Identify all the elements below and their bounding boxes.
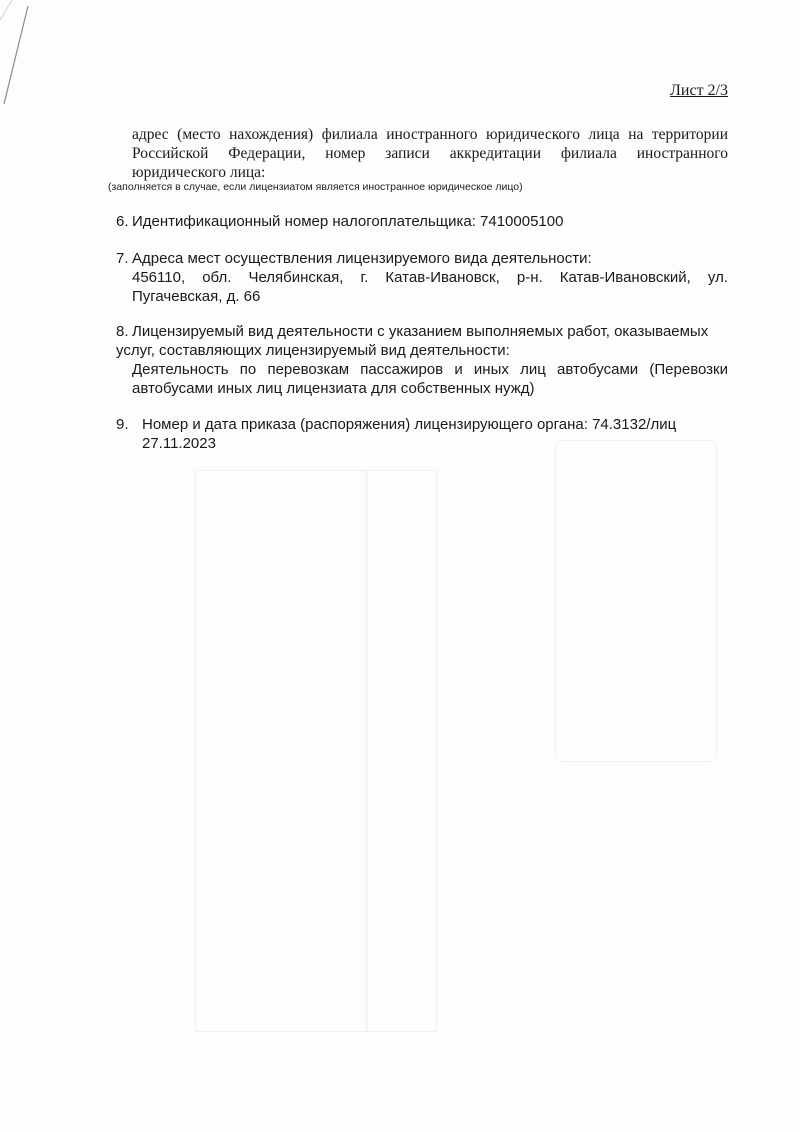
item-number: 8. — [116, 323, 129, 340]
item-number: 6. — [116, 213, 129, 230]
item-6 — [116, 212, 728, 231]
item-label: Лицензируемый вид деятельности с указанием выполняемых работ, оказываемых услуг, составляющих лицензируемый вид деятельности: — [116, 323, 709, 359]
sheet-number: Лист 2/3 — [670, 82, 728, 99]
item-label: Идентификационный номер налогоплательщика: 7410005100 — [132, 213, 564, 230]
item-value: 456110, обл. Челябинская, г. Катав-Ивановск, р-н. Катав-Ивановский, ул. Пугачевская, д. 66 — [132, 269, 728, 305]
item-9 — [116, 415, 728, 453]
foreign-branch-text: адрес (место нахождения) филиала иностранного юридического лица на территории Российской Федерации, номер записи аккредитации филиала иностранного юридического лица: — [132, 126, 728, 181]
item-7 — [116, 249, 728, 306]
bleed-through-table — [195, 470, 437, 1032]
item-number: 7. — [116, 250, 129, 267]
bleed-through-stamp — [555, 440, 717, 762]
bleed-through-table — [365, 470, 368, 1032]
item-number: 9. — [116, 416, 129, 433]
scan-edge-mark — [0, 0, 40, 110]
item-8 — [116, 322, 728, 398]
item-value: 27.11.2023 — [142, 435, 216, 452]
item-label: Номер и дата приказа (распоряжения) лицензирующего органа: 74.3132/лиц — [142, 416, 677, 433]
item-label: Адреса мест осуществления лицензируемого вида деятельности: — [132, 250, 592, 267]
item-value: Деятельность по перевозкам пассажиров и иных лиц автобусами (Перевозки автобусами иных лиц лицензиата для собственных нужд) — [132, 361, 728, 397]
foreign-branch-note: (заполняется в случае, если лицензиатом является иностранное юридическое лицо) — [108, 181, 523, 193]
